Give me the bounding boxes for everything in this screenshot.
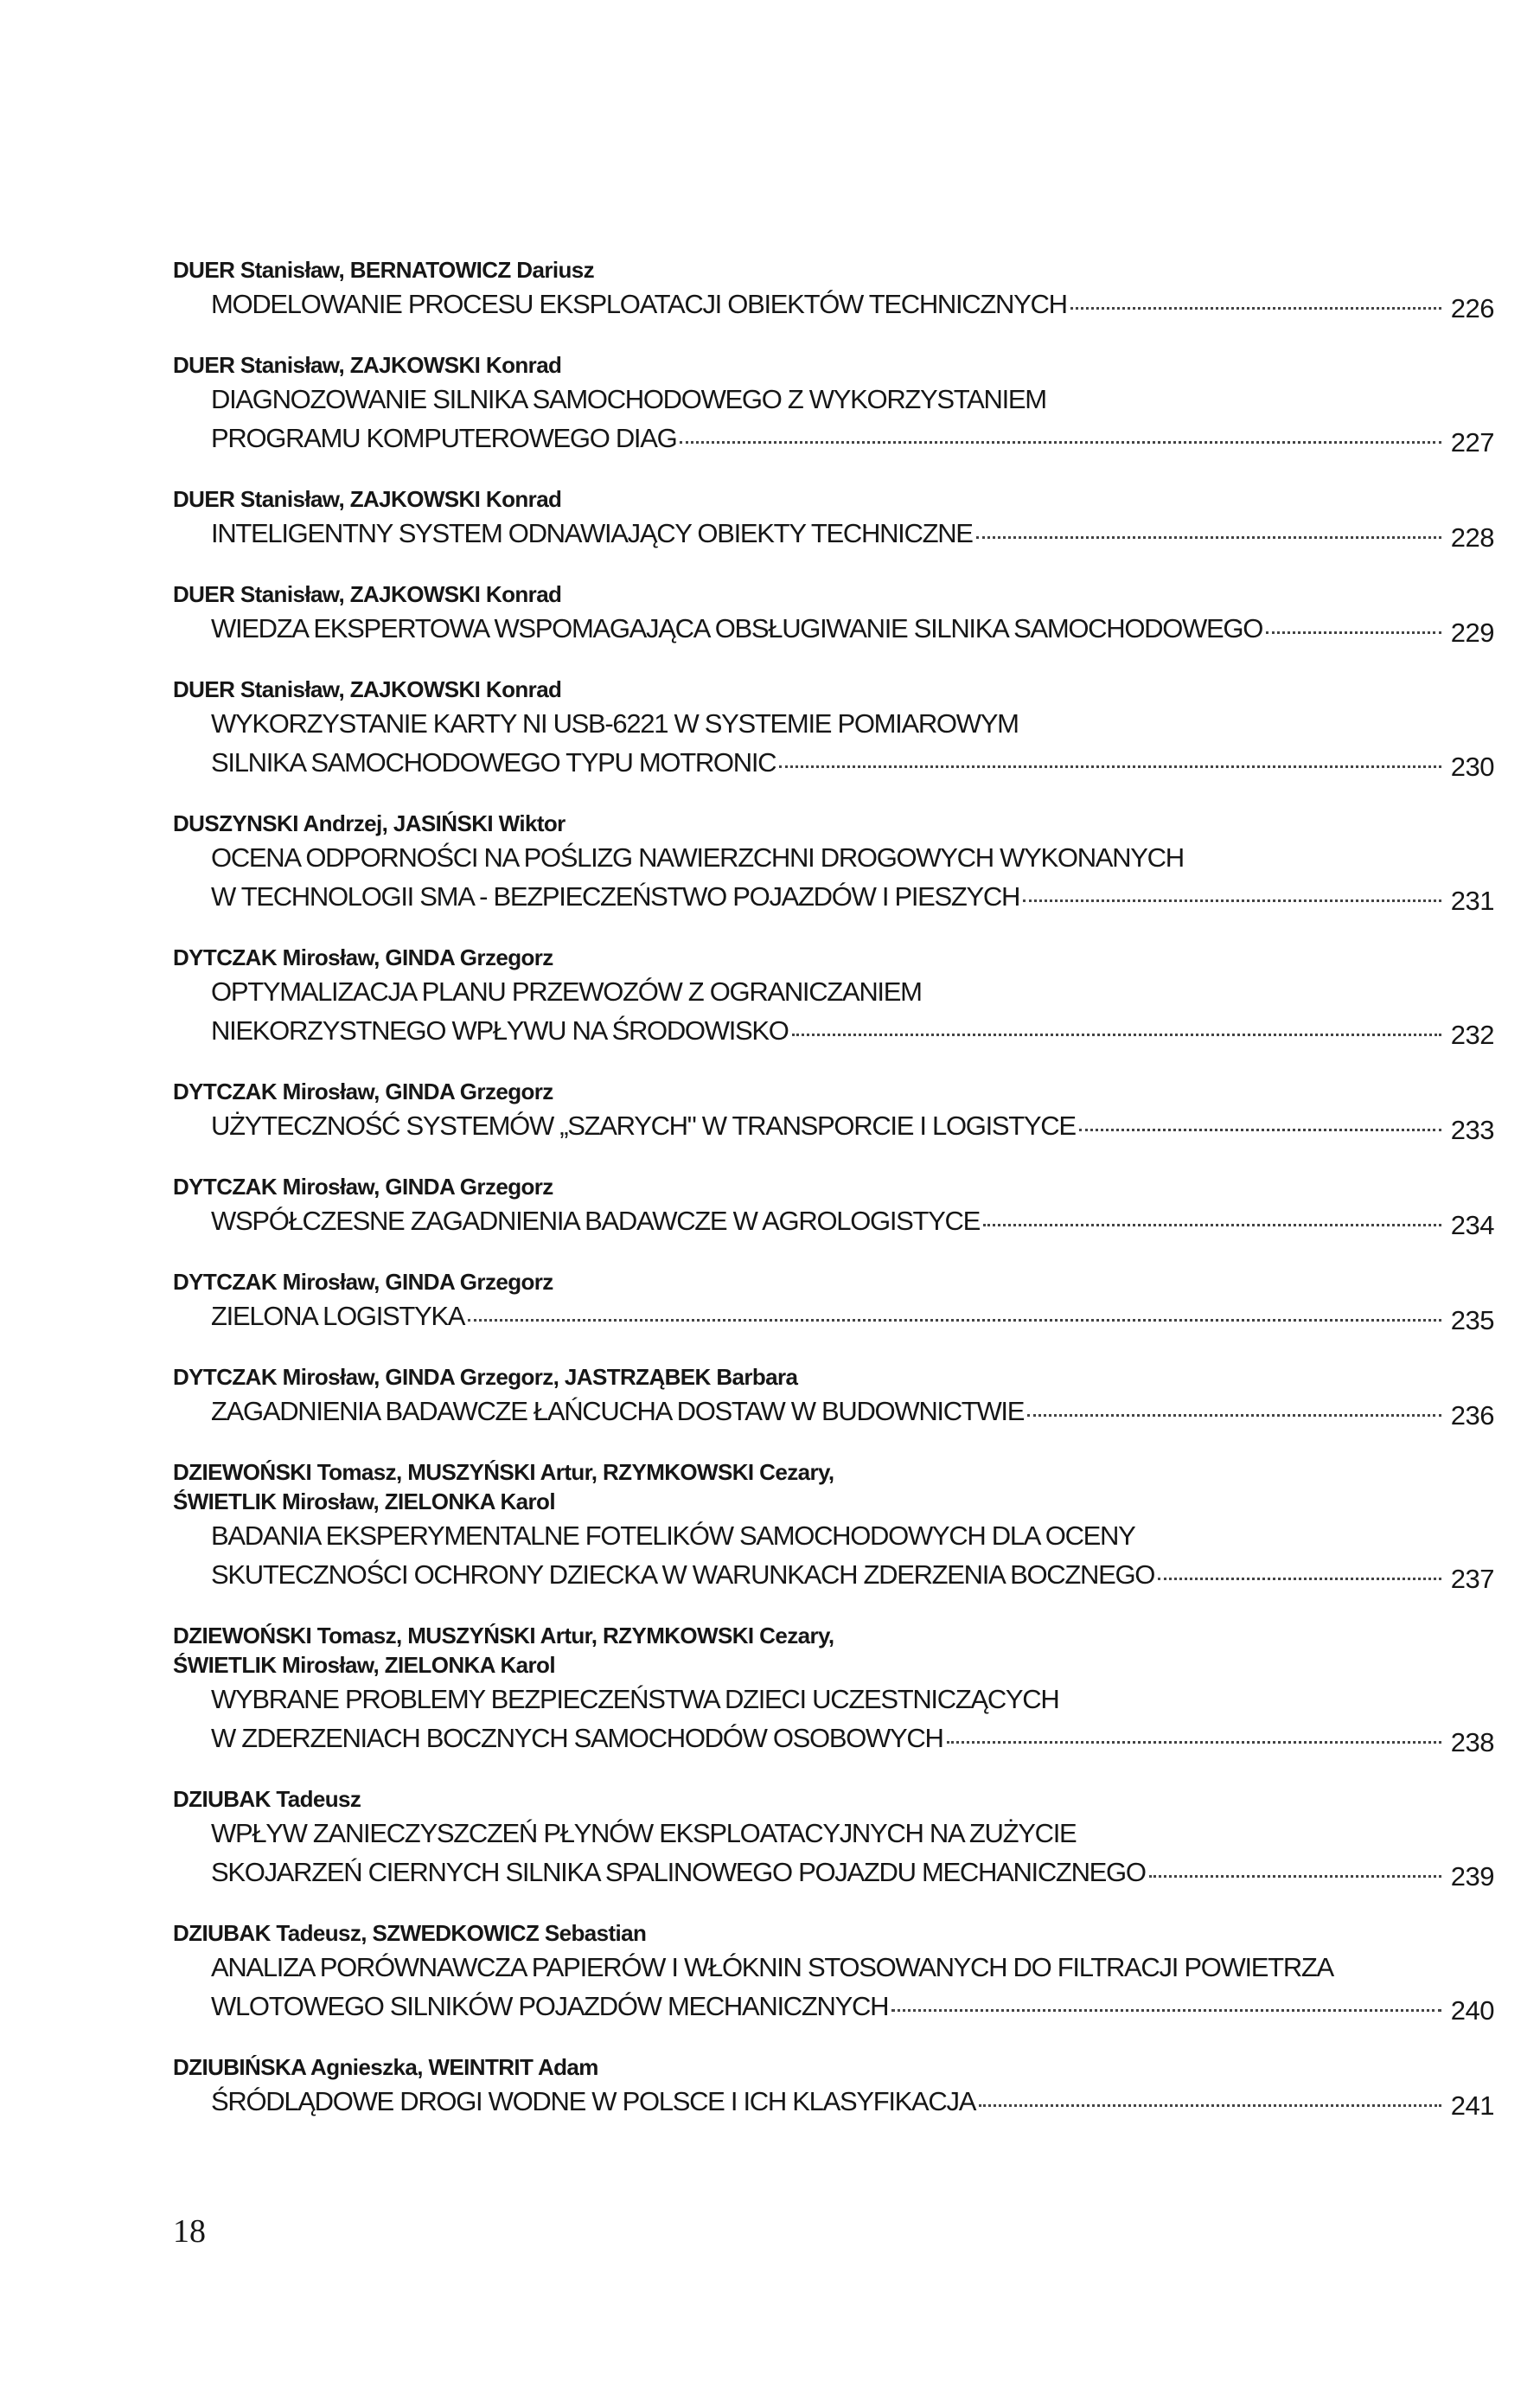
entry-title-line: WSPÓŁCZESNE ZAGADNIENIA BADAWCZE W AGROLOGISTYCE [211,1206,980,1236]
dot-leader [468,1319,1441,1322]
entry-page-number: 236 [1450,1400,1494,1431]
dot-leader [891,2009,1441,2012]
entry-title [211,972,1494,1050]
entry-title [211,1814,1494,1892]
entry-title-line: WPŁYW ZANIECZYSZCZEŃ PŁYNÓW EKSPLOATACYJNYCH NA ZUŻYCIE [211,1818,1077,1848]
entry-title [211,1680,1494,1757]
toc-entry [173,579,1494,648]
entry-title-line: UŻYTECZNOŚĆ SYSTEMÓW „SZARYCH" W TRANSPORCIE I LOGISTYCE [211,1111,1076,1141]
entry-title-line: ZAGADNIENIA BADAWCZE ŁAŃCUCHA DOSTAW W BUDOWNICTWIE [211,1396,1025,1426]
dot-leader [983,1224,1441,1226]
entry-authors: DUSZYNSKI Andrzej, JASIŃSKI Wiktor [173,810,566,836]
toc-entry [173,1077,1494,1145]
entry-title-line: WIEDZA EKSPERTOWA WSPOMAGAJĄCA OBSŁUGIWANIE SILNIKA SAMOCHODOWEGO [211,613,1263,643]
dot-leader [680,441,1441,444]
toc-entry [173,350,1494,458]
dot-leader [979,2104,1441,2107]
entry-title-line: SKUTECZNOŚCI OCHRONY DZIECKA W WARUNKACH ZDERZENIA BOCZNEGO [211,1559,1155,1590]
toc-entry [173,484,1494,553]
toc-entry [173,809,1494,916]
entry-authors: DUER Stanisław, ZAJKOWSKI Konrad [173,581,562,607]
entry-title-last-line [211,877,1494,916]
entry-page-number: 229 [1450,618,1494,648]
toc-entry [173,1267,1494,1335]
entry-title-last-line [211,1011,1494,1050]
entry-title-last-line [211,1296,1494,1335]
entry-title-line: WYKORZYSTANIE KARTY NI USB-6221 W SYSTEMIE POMIAROWYM [211,708,1019,739]
entry-title [211,1392,1494,1431]
entry-page-number: 226 [1450,293,1494,323]
entry-authors: DYTCZAK Mirosław, GINDA Grzegorz [173,1174,553,1200]
entry-authors: DZIUBAK Tadeusz [173,1786,361,1812]
entry-authors: ŚWIETLIK Mirosław, ZIELONKA Karol [173,1488,555,1514]
toc-entry [173,675,1494,782]
entry-title [211,1296,1494,1335]
table-of-contents [173,255,1494,2148]
toc-entry [173,2052,1494,2121]
entry-authors: ŚWIETLIK Mirosław, ZIELONKA Karol [173,1652,555,1678]
entry-title [211,704,1494,782]
entry-title-line: SILNIKA SAMOCHODOWEGO TYPU MOTRONIC [211,747,776,778]
entry-title-line: DIAGNOZOWANIE SILNIKA SAMOCHODOWEGO Z WYKORZYSTANIEM [211,384,1046,414]
entry-page-number: 230 [1450,752,1494,782]
entry-title-last-line [211,743,1494,782]
entry-page-number: 235 [1450,1305,1494,1335]
entry-title-line: WLOTOWEGO SILNIKÓW POJAZDÓW MECHANICZNYCH [211,1991,889,2021]
entry-title-last-line [211,419,1494,458]
entry-title [211,1106,1494,1145]
entry-title-last-line [211,1853,1494,1892]
dot-leader [779,765,1441,768]
dot-leader [1023,899,1441,902]
dot-leader [1149,1875,1441,1878]
entry-title [211,285,1494,323]
entry-page-number: 231 [1450,886,1494,916]
entry-page-number: 228 [1450,522,1494,553]
toc-entry [173,1172,1494,1240]
dot-leader [976,536,1441,539]
entry-title-last-line [211,1555,1494,1594]
dot-leader [792,1034,1441,1036]
entry-page-number: 227 [1450,427,1494,458]
entry-page-number: 239 [1450,1861,1494,1892]
dot-leader [1027,1414,1441,1417]
entry-authors: DZIUBIŃSKA Agnieszka, WEINTRIT Adam [173,2054,598,2080]
entry-title [211,1516,1494,1594]
entry-title [211,838,1494,916]
entry-authors: DYTCZAK Mirosław, GINDA Grzegorz [173,1269,553,1295]
entry-authors: DUER Stanisław, ZAJKOWSKI Konrad [173,352,562,378]
entry-page-number: 237 [1450,1564,1494,1594]
page-number: 18 [173,2213,206,2250]
toc-entry [173,1621,1494,1757]
entry-title-line: W TECHNOLOGII SMA - BEZPIECZEŃSTWO POJAZDÓW I PIESZYCH [211,881,1020,912]
entry-title-last-line [211,1392,1494,1431]
entry-authors: DUER Stanisław, ZAJKOWSKI Konrad [173,486,562,512]
entry-page-number: 232 [1450,1020,1494,1050]
entry-title-line: WYBRANE PROBLEMY BEZPIECZEŃSTWA DZIECI UCZESTNICZĄCYCH [211,1684,1059,1714]
dot-leader [1070,307,1441,310]
entry-authors: DYTCZAK Mirosław, GINDA Grzegorz [173,1079,553,1104]
entry-title-line: ZIELONA LOGISTYKA [211,1301,465,1331]
dot-leader [1158,1578,1441,1580]
entry-title-last-line [211,1719,1494,1757]
entry-title-line: MODELOWANIE PROCESU EKSPLOATACJI OBIEKTÓW TECHNICZNYCH [211,289,1067,319]
entry-title-line: OCENA ODPORNOŚCI NA POŚLIZG NAWIERZCHNI DROGOWYCH WYKONANYCH [211,842,1184,873]
dot-leader [1079,1129,1441,1131]
entry-title-line: PROGRAMU KOMPUTEROWEGO DIAG [211,423,677,453]
entry-page-number: 234 [1450,1210,1494,1240]
entry-authors: DUER Stanisław, ZAJKOWSKI Konrad [173,676,562,702]
toc-entry [173,1918,1494,2026]
entry-title [211,1201,1494,1240]
dot-leader [947,1741,1441,1744]
entry-authors: DZIEWOŃSKI Tomasz, MUSZYŃSKI Artur, RZYMKOWSKI Cezary, [173,1623,834,1648]
entry-title-last-line [211,514,1494,553]
entry-title-line: SKOJARZEŃ CIERNYCH SILNIKA SPALINOWEGO POJAZDU MECHANICZNEGO [211,1857,1146,1887]
entry-page-number: 241 [1450,2090,1494,2121]
entry-title [211,2082,1494,2121]
entry-title [211,1948,1494,2026]
toc-entry [173,1362,1494,1431]
entry-title [211,514,1494,553]
entry-title-line: NIEKORZYSTNEGO WPŁYWU NA ŚRODOWISKO [211,1015,789,1046]
entry-authors: DYTCZAK Mirosław, GINDA Grzegorz [173,944,553,970]
dot-leader [1266,631,1441,634]
toc-entry [173,1457,1494,1594]
entry-title-line: ANALIZA PORÓWNAWCZA PAPIERÓW I WŁÓKNIN STOSOWANYCH DO FILTRACJI POWIETRZA [211,1952,1333,1982]
entry-title [211,380,1494,458]
entry-title-last-line [211,285,1494,323]
entry-page-number: 240 [1450,1995,1494,2026]
entry-title-last-line [211,2082,1494,2121]
entry-title-line: W ZDERZENIACH BOCZNYCH SAMOCHODÓW OSOBOWYCH [211,1723,943,1753]
entry-authors: DUER Stanisław, BERNATOWICZ Dariusz [173,257,595,283]
entry-title-line: ŚRÓDLĄDOWE DROGI WODNE W POLSCE I ICH KLASYFIKACJA [211,2086,976,2116]
toc-entry [173,255,1494,323]
entry-title [211,609,1494,648]
entry-title-line: BADANIA EKSPERYMENTALNE FOTELIKÓW SAMOCHODOWYCH DLA OCENY [211,1520,1135,1551]
entry-title-last-line [211,1106,1494,1145]
entry-page-number: 233 [1450,1115,1494,1145]
entry-authors: DYTCZAK Mirosław, GINDA Grzegorz, JASTRZĄBEK Barbara [173,1364,798,1390]
entry-authors: DZIUBAK Tadeusz, SZWEDKOWICZ Sebastian [173,1920,647,1946]
entry-title-line: INTELIGENTNY SYSTEM ODNAWIAJĄCY OBIEKTY TECHNICZNE [211,518,973,548]
entry-title-last-line [211,609,1494,648]
entry-authors: DZIEWOŃSKI Tomasz, MUSZYŃSKI Artur, RZYMKOWSKI Cezary, [173,1459,834,1485]
entry-title-last-line [211,1201,1494,1240]
entry-title-line: OPTYMALIZACJA PLANU PRZEWOZÓW Z OGRANICZANIEM [211,976,922,1007]
toc-entry [173,1784,1494,1892]
toc-entry [173,943,1494,1050]
entry-page-number: 238 [1450,1727,1494,1757]
entry-title-last-line [211,1987,1494,2026]
